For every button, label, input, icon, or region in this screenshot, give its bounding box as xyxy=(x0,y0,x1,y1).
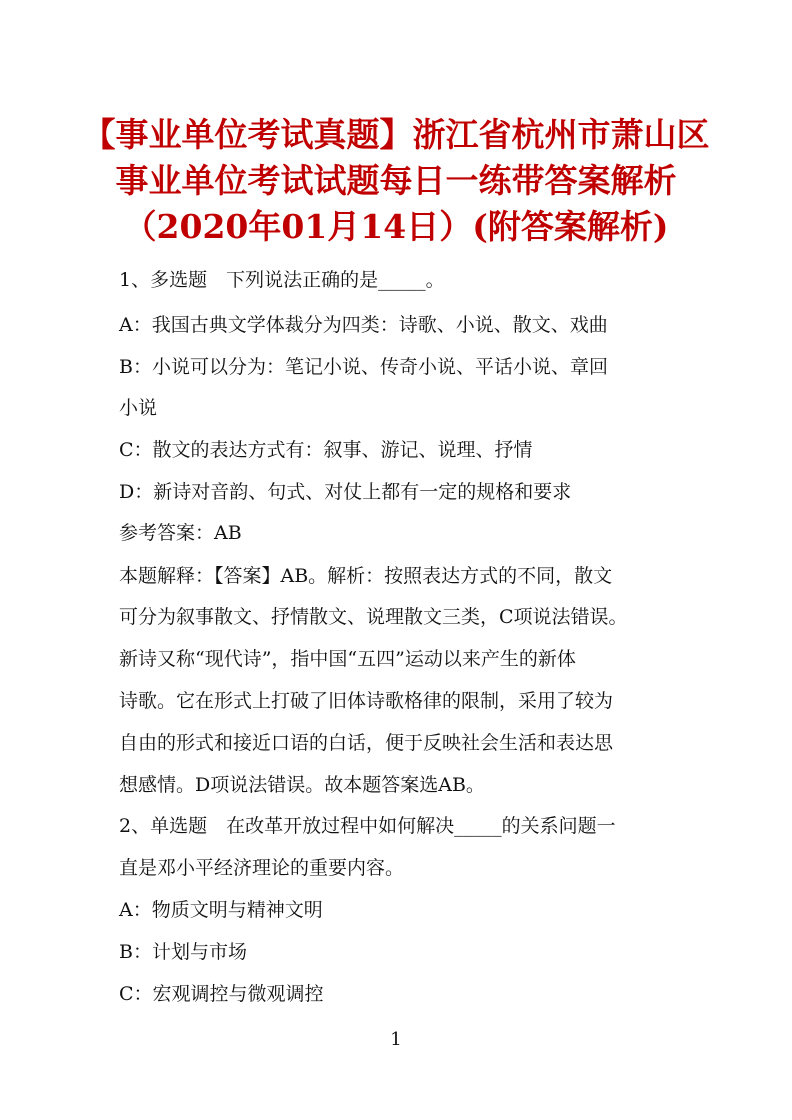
question-2-option-a: A：物质文明与精神文明 xyxy=(119,899,323,921)
question-1-option-b: B：小说可以分为：笔记小说、传奇小说、平话小说、章回 xyxy=(119,356,608,378)
question-1-answer: 参考答案：AB xyxy=(119,522,242,544)
question-1-option-b-cont: 小说 xyxy=(119,397,158,419)
title-line-3: （2020年01月14日）(附答案解析) xyxy=(123,207,669,246)
title-line-2: 事业单位考试试题每日一练带答案解析 xyxy=(115,161,677,200)
question-1-option-d: D：新诗对音韵、句式、对仗上都有一定的规格和要求 xyxy=(119,481,572,503)
document-title xyxy=(0,112,792,250)
question-2-option-b: B：计划与市场 xyxy=(119,941,247,963)
question-1-explanation-line: 可分为叙事散文、抒情散文、说理散文三类，C项说法错误。 xyxy=(119,606,628,628)
question-1-explanation-line: 新诗又称“现代诗”，指中国“五四”运动以来产生的新体 xyxy=(119,648,576,670)
question-1-option-c: C：散文的表达方式有：叙事、游记、说理、抒情 xyxy=(119,439,533,461)
question-2-option-c: C：宏观调控与微观调控 xyxy=(119,983,324,1005)
question-1-stem: 1、多选题 下列说法正确的是_____。 xyxy=(119,269,445,291)
question-1-explanation-line: 自由的形式和接近口语的白话，便于反映社会生活和表达思 xyxy=(119,732,614,754)
title-line-1: 【事业单位考试真题】浙江省杭州市萧山区 xyxy=(82,115,710,154)
question-1-explanation-line: 想感情。D项说法错误。故本题答案选AB。 xyxy=(119,774,485,796)
page-number: 1 xyxy=(390,1029,402,1050)
question-1-option-a: A：我国古典文学体裁分为四类：诗歌、小说、散文、戏曲 xyxy=(119,314,608,336)
question-1-explanation-line: 诗歌。它在形式上打破了旧体诗歌格律的限制，采用了较为 xyxy=(119,690,614,712)
question-2-stem: 2、单选题 在改革开放过程中如何解决_____的关系问题一 xyxy=(119,815,616,837)
question-2-stem-cont: 直是邓小平经济理论的重要内容。 xyxy=(119,857,405,879)
question-1-explanation-line: 本题解释：【答案】AB。解析：按照表达方式的不同，散文 xyxy=(119,565,613,587)
